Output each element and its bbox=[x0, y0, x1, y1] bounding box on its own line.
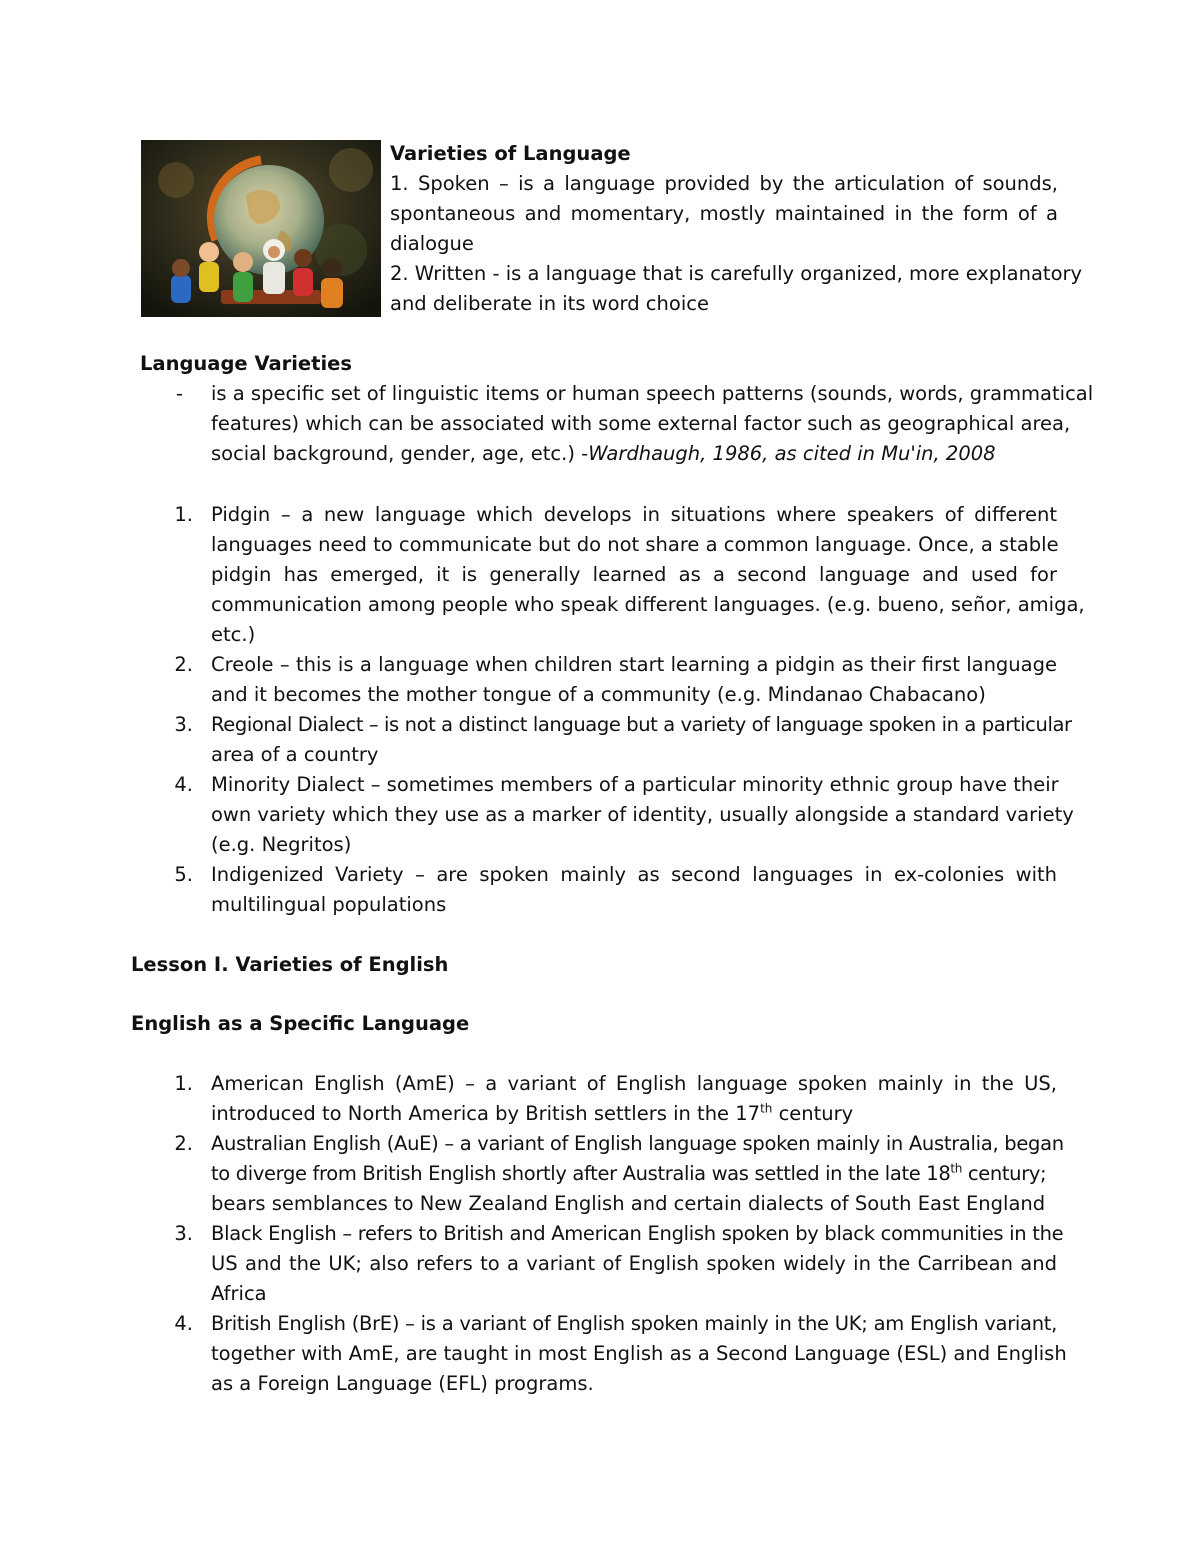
intro-item2-line2: and deliberate in its word choice bbox=[390, 292, 709, 315]
intro-item1-line1: 1. Spoken – is a language provided by the articulation of sounds, bbox=[390, 172, 1058, 195]
list-item-line: Africa bbox=[211, 1282, 267, 1305]
list-item-line: own variety which they use as a marker of identity, usually alongside a standard variety bbox=[211, 803, 1074, 826]
list-item-line: Regional Dialect – is not a distinct language but a variety of language spoken in a particular bbox=[211, 713, 1072, 736]
definition-dash: - bbox=[176, 382, 184, 405]
list-item-line: to diverge from British English shortly after Australia was settled in the late 18th century; bbox=[211, 1161, 1047, 1185]
language-varieties-heading: Language Varieties bbox=[140, 352, 352, 375]
list-item-line: area of a country bbox=[211, 743, 379, 766]
list-item-line: Black English – refers to British and American English spoken by black communities in the bbox=[211, 1222, 1064, 1245]
list-item-number: 2. bbox=[174, 653, 193, 676]
list-item-line: introduced to North America by British settlers in the 17th century bbox=[211, 1101, 854, 1125]
intro-item1-line2: spontaneous and momentary, mostly maintained in the form of a bbox=[390, 202, 1058, 225]
list-item-line: British English (BrE) – is a variant of English spoken mainly in the UK; am English variant, bbox=[211, 1312, 1057, 1335]
list-item-line: etc.) bbox=[211, 623, 256, 646]
list-item-line: and it becomes the mother tongue of a community (e.g. Mindanao Chabacano) bbox=[211, 683, 986, 706]
list-item-line: languages need to communicate but do not share a common language. Once, a stable bbox=[211, 533, 1059, 556]
lesson-heading: Lesson I. Varieties of English bbox=[131, 953, 449, 976]
citation: Wardhaugh, 1986, as cited in Mu'in, 2008 bbox=[588, 442, 996, 465]
list-item-line: bears semblances to New Zealand English and certain dialects of South East England bbox=[211, 1192, 1046, 1215]
definition-line2: features) which can be associated with some external factor such as geographical area, bbox=[211, 412, 1071, 435]
lesson-subheading: English as a Specific Language bbox=[131, 1012, 470, 1035]
list-item-line: pidgin has emerged, it is generally learned as a second language and used for bbox=[211, 563, 1057, 586]
list-item-line: American English (AmE) – a variant of English language spoken mainly in the US, bbox=[211, 1072, 1057, 1095]
intro-title: Varieties of Language bbox=[390, 142, 631, 165]
definition-line3: social background, gender, age, etc.) -Wardhaugh, 1986, as cited in Mu'in, 2008 bbox=[211, 442, 996, 465]
intro-item2-line1: 2. Written - is a language that is carefully organized, more explanatory bbox=[390, 262, 1083, 285]
list-item-number: 1. bbox=[174, 503, 193, 526]
list-item-number: 3. bbox=[174, 713, 193, 736]
list-item-number: 4. bbox=[174, 773, 193, 796]
list-item-line: multilingual populations bbox=[211, 893, 447, 916]
list-item-line: communication among people who speak different languages. (e.g. bueno, señor, amiga, bbox=[211, 593, 1085, 616]
list-item-number: 3. bbox=[174, 1222, 193, 1245]
list-item-line: Creole – this is a language when children start learning a pidgin as their first language bbox=[211, 653, 1057, 676]
list-item-line: Pidgin – a new language which develops in situations where speakers of different bbox=[211, 503, 1057, 526]
list-item-line: US and the UK; also refers to a variant of English spoken widely in the Carribean and bbox=[211, 1252, 1057, 1275]
list-item-number: 5. bbox=[174, 863, 193, 886]
list-item-line: Australian English (AuE) – a variant of English language spoken mainly in Australia, began bbox=[211, 1132, 1064, 1155]
list-item-number: 2. bbox=[174, 1132, 193, 1155]
intro-item1-line3: dialogue bbox=[390, 232, 474, 255]
list-item-number: 1. bbox=[174, 1072, 193, 1095]
list-item-line: together with AmE, are taught in most English as a Second Language (ESL) and English bbox=[211, 1342, 1067, 1365]
definition-line1: is a specific set of linguistic items or human speech patterns (sounds, words, grammatical bbox=[211, 382, 1094, 405]
list-item-line: (e.g. Negritos) bbox=[211, 833, 352, 856]
list-item-line: Indigenized Variety – are spoken mainly as second languages in ex-colonies with bbox=[211, 863, 1057, 886]
globe-figures-photo bbox=[141, 140, 381, 317]
list-item-line: as a Foreign Language (EFL) programs. bbox=[211, 1372, 594, 1395]
list-item-line: Minority Dialect – sometimes members of a particular minority ethnic group have their bbox=[211, 773, 1059, 796]
list-item-number: 4. bbox=[174, 1312, 193, 1335]
